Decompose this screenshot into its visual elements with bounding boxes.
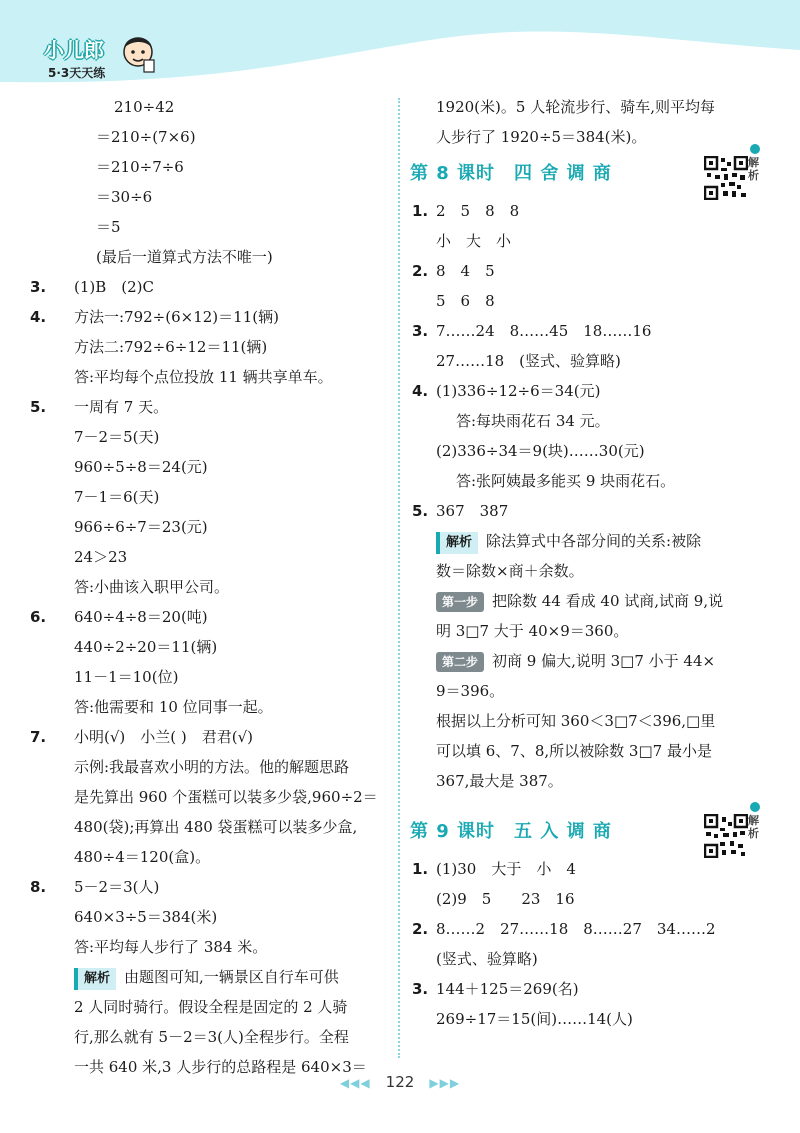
answer-line: 7－1＝6(天) <box>74 488 160 506</box>
answer-line: 24＞23 <box>74 548 128 566</box>
question-number: 4. <box>30 308 47 326</box>
right-arrows-icon: ▶▶▶ <box>429 1076 461 1090</box>
question-number: 1. <box>412 860 429 878</box>
question-2 <box>410 256 790 286</box>
step-line: 明 3□7 大于 40×9＝360。 <box>436 622 629 640</box>
question-5 <box>30 392 392 422</box>
answer-line: ＝30÷6 <box>96 188 153 206</box>
step-text: 初商 9 偏大,说明 3□7 小于 44× <box>492 652 716 670</box>
answer-line: (竖式、验算略) <box>436 950 538 968</box>
answer-line: 11－1＝10(位) <box>74 668 179 686</box>
page-header <box>0 0 800 95</box>
answer-line: 答:小曲该入职甲公司。 <box>74 578 230 596</box>
explanation-line: 行,那么就有 5－2＝3(人)全程步行。全程 <box>74 1028 349 1046</box>
left-column <box>30 92 392 1082</box>
page-footer <box>0 1072 800 1102</box>
answer-line: 是先算出 960 个蛋糕可以装多少袋,960÷2＝ <box>74 788 378 806</box>
answer-line: 480(袋);再算出 480 袋蛋糕可以装多少盒, <box>74 818 358 836</box>
answer-line: 答:张阿姨最多能买 9 块雨花石。 <box>456 472 676 490</box>
explanation-line <box>52 962 392 992</box>
answer-text: 8 4 5 <box>436 262 495 280</box>
answer-text: 8……2 27……18 8……27 34……2 <box>436 920 716 938</box>
explanation-line: 1920(米)。5 人轮流步行、骑车,则平均每 <box>436 98 715 116</box>
answer-line: 方法二:792÷6÷12＝11(辆) <box>74 338 268 356</box>
answer-text: 7……24 8……45 18……16 <box>436 322 652 340</box>
explanation-line: 一共 640 米,3 人步行的总路程是 640×3＝ <box>74 1058 367 1076</box>
answer-line: 示例:我最喜欢小明的方法。他的解题思路 <box>74 758 350 776</box>
answer-line: (2)9 5 23 16 <box>436 890 575 908</box>
question-number: 5. <box>30 398 47 416</box>
answer-text: 方法一:792÷(6×12)＝11(辆) <box>74 308 279 326</box>
question-number: 3. <box>412 322 429 340</box>
answer-text: 144＋125＝269(名) <box>436 980 579 998</box>
step-1-tag: 第一步 <box>436 592 484 612</box>
answer-text: 一周有 7 天。 <box>74 398 169 416</box>
answer-line: 440÷2÷20＝11(辆) <box>74 638 218 656</box>
brand-logo: 小儿郎 <box>44 38 104 62</box>
section-title-text: 第 9 课时 五 入 调 商 <box>410 821 612 842</box>
question-7 <box>30 722 392 752</box>
qr-code-icon[interactable] <box>704 814 748 858</box>
explanation-line: 人步行了 1920÷5＝384(米)。 <box>436 128 647 146</box>
answer-line: 答:每块雨花石 34 元。 <box>456 412 610 430</box>
answer-text: 367 387 <box>436 502 509 520</box>
answer-text: (1)30 大于 小 4 <box>436 860 576 878</box>
explanation-tag: 解析 <box>74 968 116 990</box>
answer-line: 27……18 (竖式、验算略) <box>436 352 621 370</box>
explanation-text: 由题图可知,一辆景区自行车可供 <box>124 968 339 986</box>
qr-code-icon[interactable] <box>704 156 748 200</box>
question-4 <box>410 376 790 406</box>
qr-caption: 解析 <box>748 814 760 840</box>
question-5 <box>410 496 790 526</box>
section-title-text: 第 8 课时 四 舍 调 商 <box>410 163 612 184</box>
explanation-line: 可以填 6、7、8,所以被除数 3□7 最小是 <box>436 742 712 760</box>
question-number: 6. <box>30 608 47 626</box>
answer-line: 7－2＝5(天) <box>74 428 160 446</box>
answer-text: (1)B (2)C <box>74 278 154 296</box>
step-line: 9＝396。 <box>436 682 505 700</box>
question-8 <box>30 872 392 902</box>
column-divider <box>398 98 400 1058</box>
left-arrows-icon: ◀◀◀ <box>339 1076 371 1090</box>
answer-line: 210÷42 <box>114 98 175 116</box>
answer-line: 答:平均每个点位投放 11 辆共享单车。 <box>74 368 333 386</box>
question-number: 3. <box>30 278 47 296</box>
answer-line: 答:平均每人步行了 384 米。 <box>74 938 268 956</box>
question-number: 3. <box>412 980 429 998</box>
question-6 <box>30 602 392 632</box>
question-number: 5. <box>412 502 429 520</box>
explanation-line: 367,最大是 387。 <box>436 772 563 790</box>
question-1 <box>410 196 790 226</box>
question-number: 1. <box>412 202 429 220</box>
question-3 <box>410 316 790 346</box>
question-1 <box>410 854 790 884</box>
step-line <box>410 646 790 676</box>
explanation-text: 除法算式中各部分间的关系:被除 <box>486 532 702 550</box>
step-2-tag: 第二步 <box>436 652 484 672</box>
answer-line: ＝210÷(7×6) <box>96 128 196 146</box>
question-4 <box>30 302 392 332</box>
answer-note: (最后一道算式方法不唯一) <box>96 248 273 266</box>
answer-line: (2)336÷34＝9(块)……30(元) <box>436 442 645 460</box>
step-line <box>410 586 790 616</box>
explanation-line: 根据以上分析可知 360＜3□7＜396,□里 <box>436 712 716 730</box>
answer-text: 小明(√) 小兰( ) 君君(√) <box>74 728 253 746</box>
answer-line: 480÷4＝120(盒)。 <box>74 848 211 866</box>
answer-line: 答:他需要和 10 位同事一起。 <box>74 698 273 716</box>
answer-text: (1)336÷12÷6＝34(元) <box>436 382 601 400</box>
question-number: 4. <box>412 382 429 400</box>
explanation-line: 数＝除数×商＋余数。 <box>436 562 584 580</box>
page-number: 122 <box>385 1073 415 1091</box>
answer-line: 966÷6÷7＝23(元) <box>74 518 208 536</box>
question-number: 7. <box>30 728 47 746</box>
explanation-line <box>410 526 790 556</box>
answer-line: 269÷17＝15(间)……14(人) <box>436 1010 633 1028</box>
answer-line: ＝210÷7÷6 <box>96 158 184 176</box>
section-title-lesson-8 <box>410 152 790 196</box>
brand-subtitle: 5·3天天练 <box>48 66 106 80</box>
section-title-lesson-9 <box>410 810 790 854</box>
qr-caption: 解析 <box>748 156 760 182</box>
answer-line: ＝5 <box>96 218 121 236</box>
right-column <box>410 92 790 1034</box>
mascot-boy-icon <box>118 30 158 76</box>
answer-line: 640×3÷5＝384(米) <box>74 908 218 926</box>
step-text: 把除数 44 看成 40 试商,试商 9,说 <box>492 592 724 610</box>
answer-text: 2 5 8 8 <box>436 202 520 220</box>
explanation-tag: 解析 <box>436 532 478 554</box>
question-3 <box>30 272 392 302</box>
answer-text: 5－2＝3(人) <box>74 878 160 896</box>
answer-text: 640÷4÷8＝20(吨) <box>74 608 208 626</box>
play-icon <box>750 144 760 154</box>
answer-line: 960÷5÷8＝24(元) <box>74 458 208 476</box>
question-number: 8. <box>30 878 47 896</box>
question-2 <box>410 914 790 944</box>
explanation-line: 2 人同时骑行。假设全程是固定的 2 人骑 <box>74 998 348 1016</box>
question-number: 2. <box>412 920 429 938</box>
question-number: 2. <box>412 262 429 280</box>
answer-line: 小 大 小 <box>436 232 512 250</box>
question-3 <box>410 974 790 1004</box>
play-icon <box>750 802 760 812</box>
answer-line: 5 6 8 <box>436 292 495 310</box>
